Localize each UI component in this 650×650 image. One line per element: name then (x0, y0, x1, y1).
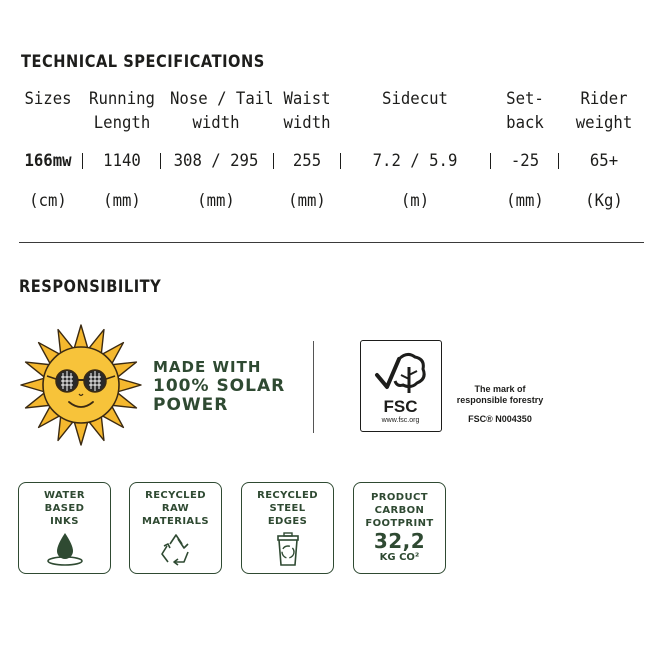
header-waist-width (275, 87, 339, 135)
fsc-logo-text: FSC (383, 397, 418, 416)
header-nose-line1: Nose / Tail (170, 89, 274, 109)
column-separator (558, 153, 559, 169)
header-running-line2: Length (93, 113, 151, 133)
unit-nose-tail-width: (mm) (197, 191, 235, 211)
unit-sizes: (cm) (29, 191, 67, 211)
header-sizes-line1: Sizes (24, 89, 72, 109)
section-divider (19, 242, 644, 243)
column-separator (273, 153, 274, 169)
column-separator (160, 153, 161, 169)
value-setback: -25 (510, 151, 540, 171)
column-separator (82, 153, 83, 169)
badge-line: STEEL (269, 503, 306, 514)
fsc-logo (360, 340, 442, 432)
badge-line: MATERIALS (142, 516, 209, 527)
sun-icon (18, 322, 144, 448)
technical-specifications-title: TECHNICAL SPECIFICATIONS (21, 52, 265, 72)
header-rider-line2: weight (575, 113, 633, 133)
header-rider-line1: Rider (580, 89, 628, 109)
badge-line: WATER (44, 490, 85, 501)
fsc-tree-check-icon (373, 349, 429, 395)
header-setback-line2: back (506, 113, 544, 133)
badge-line: RECYCLED (145, 490, 206, 501)
header-sidecut (369, 87, 461, 111)
recycle-icon (158, 532, 194, 566)
unit-rider-weight: (Kg) (585, 191, 623, 211)
value-nose-tail-width: 308 / 295 (173, 151, 259, 171)
badge-line: PRODUCT (371, 492, 428, 503)
unit-sidecut: (m) (400, 191, 430, 211)
badge-line: INKS (50, 516, 79, 527)
value-sidecut: 7.2 / 5.9 (372, 151, 458, 171)
water-drop-icon (45, 531, 85, 567)
value-rider-weight: 65+ (589, 151, 619, 171)
header-waist-line1: Waist (283, 89, 331, 109)
badge-line: RECYCLED (257, 490, 318, 501)
fsc-code: FSC® N004350 (468, 414, 532, 424)
header-waist-line2: width (283, 113, 331, 133)
badge-line: RAW (161, 503, 190, 514)
value-waist-width: 255 (292, 151, 322, 171)
header-setback-line1: Set- (506, 89, 544, 109)
value-sizes: 166mw (24, 151, 72, 171)
header-nose-tail-width (170, 87, 274, 135)
unit-setback: (mm) (506, 191, 544, 211)
badge-recycled-steel-edges (241, 482, 334, 574)
header-sidecut-line1: Sidecut (382, 89, 448, 109)
header-setback (497, 87, 552, 135)
badge-recycled-raw-materials (129, 482, 222, 574)
vertical-divider (313, 341, 314, 433)
solar-line1: MADE WITH (153, 358, 262, 376)
header-nose-line2: width (192, 113, 240, 133)
badge-line: CARBON (374, 505, 425, 516)
badge-line: BASED (44, 503, 85, 514)
badge-product-carbon-footprint (353, 482, 446, 574)
solar-line3: POWER (153, 395, 229, 415)
badge-line: EDGES (267, 516, 308, 527)
fsc-url: www.fsc.org (381, 417, 420, 424)
header-rider-weight (573, 87, 636, 135)
fsc-mark-line1: The mark of (474, 384, 526, 394)
value-running-length: 1140 (103, 151, 141, 171)
header-running-line1: Running (89, 89, 155, 109)
recycle-bin-icon (272, 531, 304, 567)
responsibility-title: RESPONSIBILITY (19, 277, 162, 297)
badge-water-based-inks (18, 482, 111, 574)
carbon-footprint-unit: KG CO² (379, 552, 420, 563)
unit-waist-width: (mm) (288, 191, 326, 211)
header-sizes (21, 87, 74, 111)
badge-line: FOOTPRINT (365, 518, 434, 529)
fsc-mark-line2: responsible forestry (456, 395, 544, 405)
column-separator (490, 153, 491, 169)
solar-line2: 100% SOLAR (153, 376, 286, 396)
solar-power-claim (153, 358, 285, 415)
carbon-footprint-value: 32,2 (373, 529, 426, 553)
column-separator (340, 153, 341, 169)
header-running-length (85, 87, 159, 135)
unit-running-length: (mm) (103, 191, 141, 211)
fsc-mark-text (448, 384, 552, 425)
